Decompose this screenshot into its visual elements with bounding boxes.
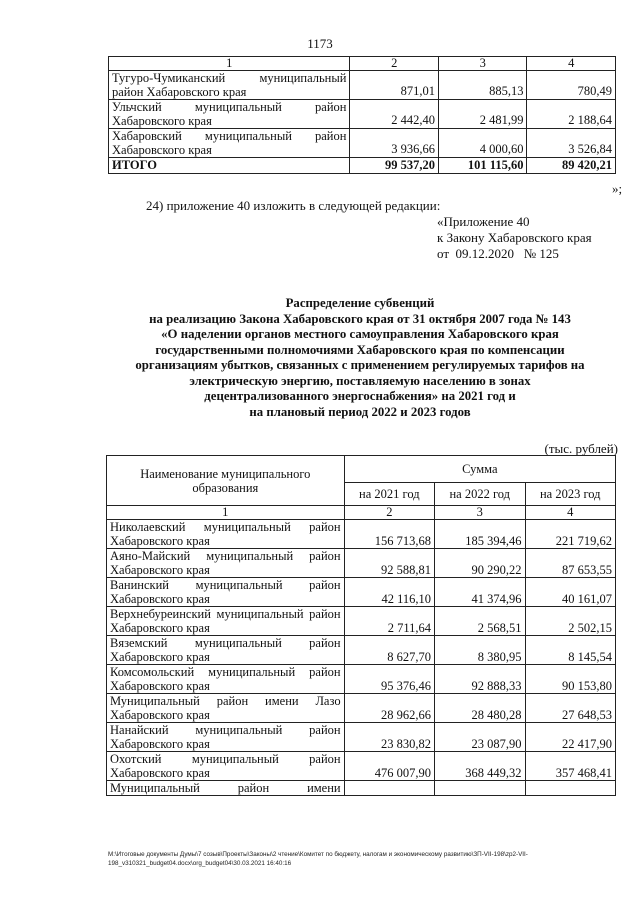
value-2023: 27 648,53 [525, 694, 616, 723]
value-2022: 41 374,96 [435, 578, 525, 607]
table-row-partial [107, 781, 616, 796]
municipality-name: Ванинский муниципальный район Хабаровского края [107, 578, 345, 607]
table-header-row [107, 456, 616, 483]
value-2022: 92 888,33 [435, 665, 525, 694]
subvention-table [106, 455, 616, 796]
page-number: 1173 [307, 36, 333, 51]
value-2023: 2 502,15 [525, 607, 616, 636]
appendix-block [437, 214, 592, 262]
table-row [107, 665, 616, 694]
file-path-footer: M:\Итоговые документы Думы\7 созыв\Проекты\Законы\2 чтение\Комитет по бюджету, налогам и экономическому развитию\ЗП-VII-198\zp2-VII-198_v310321_budget04.docx\org_budget04\30.03.2021 16:40:16 [108, 851, 528, 867]
value-2022: 23 087,90 [435, 723, 525, 752]
municipality-name: Верхнебуреинский муниципальный район Хабаровского края [107, 607, 345, 636]
total-2023: 89 420,21 [527, 158, 616, 174]
municipality-name: Муниципальный район имени Лазо Хабаровского края [107, 694, 345, 723]
value-2022: 185 394,46 [435, 520, 525, 549]
appendix-line: от 09.12.2020 № 125 [437, 246, 559, 261]
value-2022: 28 480,28 [435, 694, 525, 723]
column-index: 3 [438, 57, 527, 71]
municipality-name: Муниципальный район имени [107, 781, 345, 796]
title-line: Распределение субвенций [285, 296, 435, 310]
table-row [107, 723, 616, 752]
municipality-name: Охотский муниципальный район Хабаровского края [107, 752, 345, 781]
municipality-name: Комсомольский муниципальный район Хабаровского края [107, 665, 345, 694]
title-line: организациям убытков, связанных с применением регулируемых тарифов на [135, 358, 585, 372]
value-2023: 2 188,64 [527, 100, 616, 129]
value-2023: 87 653,55 [525, 549, 616, 578]
table-row [107, 636, 616, 665]
title-line: государственными полномочиями Хабаровского края по компенсации [155, 342, 565, 357]
title-line: на плановый период 2022 и 2023 годов [249, 404, 471, 419]
value-2021: 2 442,40 [350, 100, 439, 129]
title-line: «О наделении органов местного самоуправления Хабаровского края [161, 327, 559, 341]
column-index: 4 [525, 506, 616, 520]
total-2022: 101 115,60 [438, 158, 527, 174]
column-index: 3 [435, 506, 525, 520]
value-2023 [525, 781, 616, 796]
value-2021: 23 830,82 [344, 723, 434, 752]
instruction-text: 24) приложение 40 изложить в следующей редакции: [146, 198, 441, 213]
value-2023: 40 161,07 [525, 578, 616, 607]
value-2022: 2 568,51 [435, 607, 525, 636]
value-2021: 92 588,81 [344, 549, 434, 578]
value-2022 [435, 781, 525, 796]
header-sum: Сумма [344, 456, 615, 483]
table-row [107, 752, 616, 781]
value-2022: 90 290,22 [435, 549, 525, 578]
appendix-line: к Закону Хабаровского края [437, 230, 592, 245]
value-2021: 2 711,64 [344, 607, 434, 636]
value-2021: 156 713,68 [344, 520, 434, 549]
value-2022: 368 449,32 [435, 752, 525, 781]
total-label: ИТОГО [109, 158, 350, 174]
value-2023: 221 719,62 [525, 520, 616, 549]
value-2021: 3 936,66 [350, 129, 439, 158]
closing-quote: »; [612, 181, 623, 196]
municipality-name: Вяземский муниципальный район Хабаровского края [107, 636, 345, 665]
table-row [107, 578, 616, 607]
municipality-name: Николаевский муниципальный район Хабаровского края [107, 520, 345, 549]
municipality-name: Тугуро-Чумиканский муниципальный район Хабаровского края [109, 71, 350, 100]
table-row [109, 129, 616, 158]
table-row [109, 71, 616, 100]
title-line: электрическую энергию, поставляемую населению в зонах [189, 373, 531, 388]
value-2022: 4 000,60 [438, 129, 527, 158]
header-name: Наименование муниципального образования [107, 456, 345, 506]
value-2021: 28 962,66 [344, 694, 434, 723]
title-line: децентрализованного энергоснабжения» на 2021 год и [204, 389, 516, 403]
previous-table [108, 56, 616, 174]
table-row [107, 607, 616, 636]
title-line: на реализацию Закона Хабаровского края от 31 октября 2007 года № 143 [149, 311, 571, 326]
table-row [107, 549, 616, 578]
column-index: 2 [350, 57, 439, 71]
value-2022: 885,13 [438, 71, 527, 100]
column-index: 1 [109, 57, 350, 71]
value-2023: 3 526,84 [527, 129, 616, 158]
table-index-row [107, 506, 616, 520]
value-2021 [344, 781, 434, 796]
column-index: 1 [107, 506, 345, 520]
table-header-row [109, 57, 616, 71]
value-2023: 357 468,41 [525, 752, 616, 781]
column-index: 4 [527, 57, 616, 71]
appendix-line: «Приложение 40 [437, 214, 530, 229]
value-2023: 90 153,80 [525, 665, 616, 694]
header-year-2023: на 2023 год [525, 483, 616, 506]
value-2023: 8 145,54 [525, 636, 616, 665]
table-row [107, 520, 616, 549]
value-2021: 8 627,70 [344, 636, 434, 665]
municipality-name: Аяно-Майский муниципальный район Хабаровского края [107, 549, 345, 578]
value-2021: 95 376,46 [344, 665, 434, 694]
value-2022: 8 380,95 [435, 636, 525, 665]
value-2021: 42 116,10 [344, 578, 434, 607]
table-row [107, 694, 616, 723]
header-year-2022: на 2022 год [435, 483, 525, 506]
value-2023: 780,49 [527, 71, 616, 100]
document-title [100, 296, 620, 420]
total-row [109, 158, 616, 174]
municipality-name: Ульчский муниципальный район Хабаровского края [109, 100, 350, 129]
total-2021: 99 537,20 [350, 158, 439, 174]
value-2023: 22 417,90 [525, 723, 616, 752]
value-2022: 2 481,99 [438, 100, 527, 129]
value-2021: 476 007,90 [344, 752, 434, 781]
unit-label: (тыс. рублей) [544, 441, 618, 456]
municipality-name: Нанайский муниципальный район Хабаровского края [107, 723, 345, 752]
municipality-name: Хабаровский муниципальный район Хабаровского края [109, 129, 350, 158]
header-year-2021: на 2021 год [344, 483, 434, 506]
value-2021: 871,01 [350, 71, 439, 100]
column-index: 2 [344, 506, 434, 520]
table-row [109, 100, 616, 129]
